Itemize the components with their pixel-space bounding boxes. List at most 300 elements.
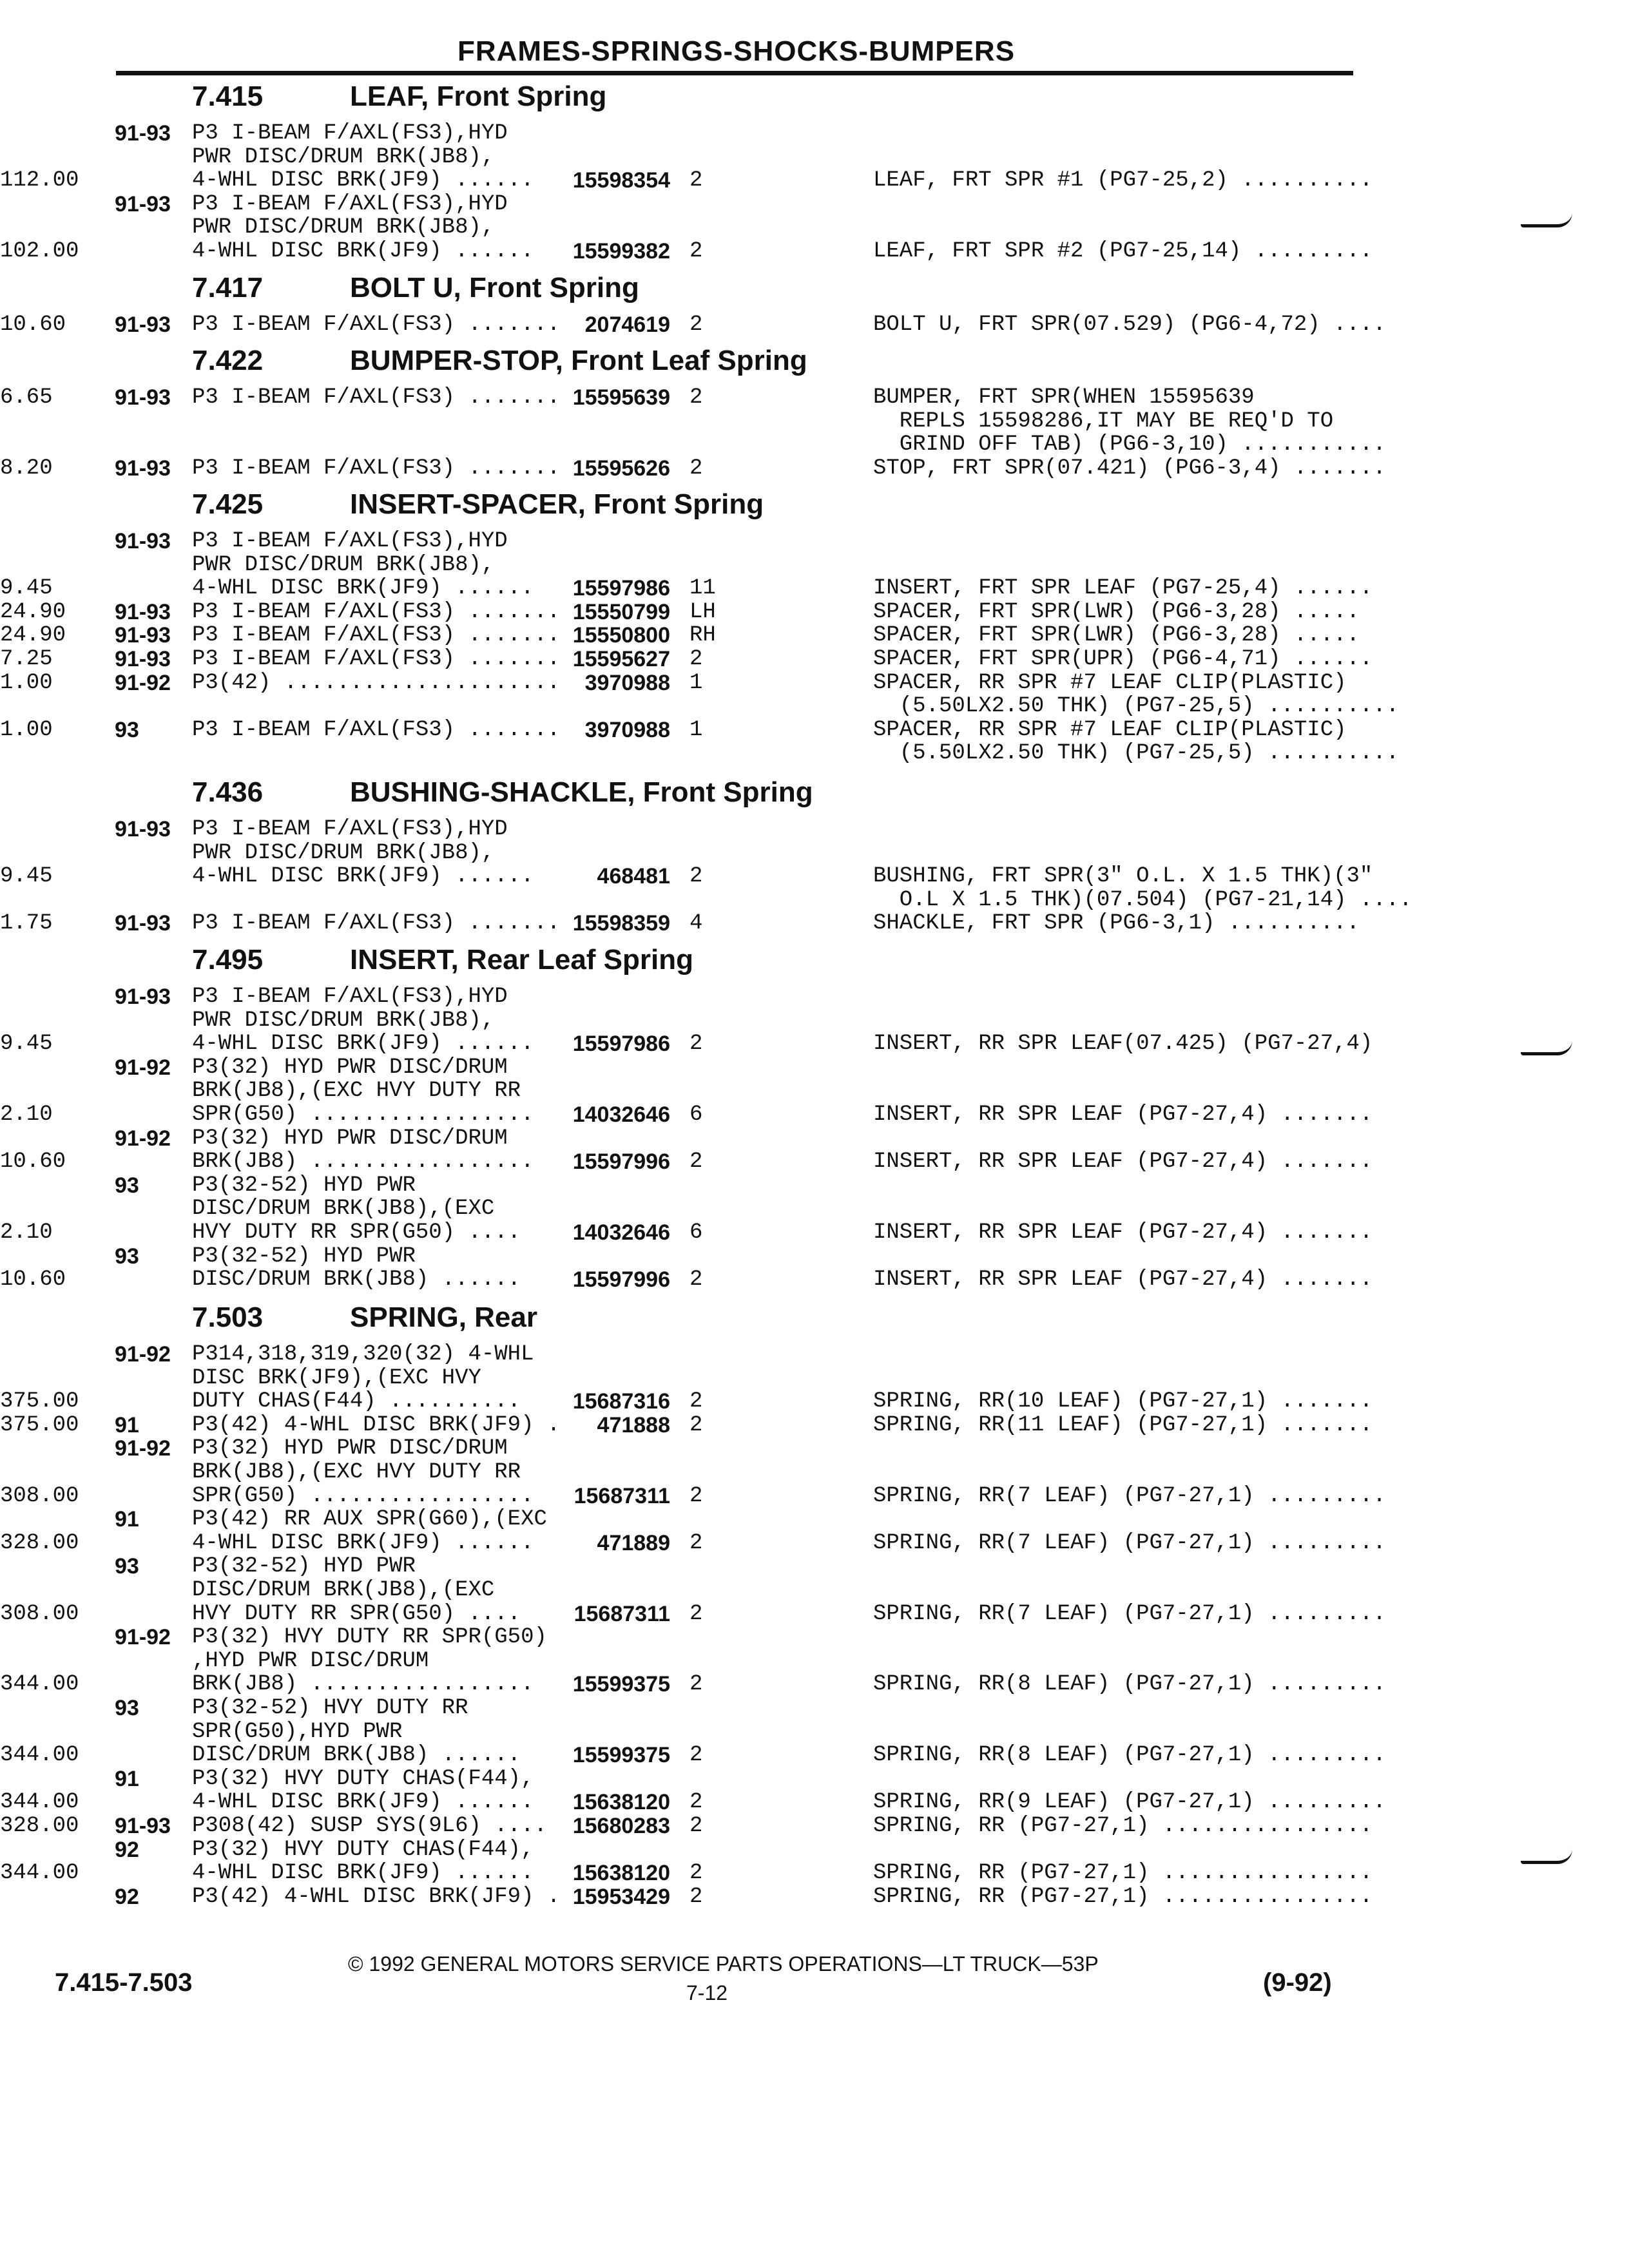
binder-mark bbox=[1521, 213, 1572, 227]
application-text: 4-WHL DISC BRK(JF9) ...... bbox=[192, 1861, 534, 1886]
part-number: 15598354 bbox=[572, 168, 670, 193]
parts-row bbox=[0, 1742, 1629, 1768]
price: 375.00 bbox=[0, 1412, 79, 1437]
parts-row bbox=[0, 887, 1629, 913]
price: 344.00 bbox=[0, 1790, 79, 1815]
price: 1.00 bbox=[0, 670, 53, 695]
description: SPACER, RR SPR #7 LEAF CLIP(PLASTIC) bbox=[873, 670, 1347, 695]
parts-row bbox=[0, 1624, 1629, 1650]
application-text: P3 I-BEAM F/AXL(FS3) ....... bbox=[192, 456, 561, 481]
application-text: HVY DUTY RR SPR(G50) .... bbox=[192, 1220, 521, 1245]
application-text: DISC/DRUM BRK(JB8),(EXC bbox=[192, 1196, 495, 1222]
price: 24.90 bbox=[0, 623, 66, 648]
description: SPRING, RR(8 LEAF) (PG7-27,1) ......... bbox=[873, 1672, 1386, 1697]
price: 344.00 bbox=[0, 1672, 79, 1697]
parts-row bbox=[0, 840, 1629, 866]
quantity: 6 bbox=[689, 1102, 703, 1127]
description: INSERT, RR SPR LEAF(07.425) (PG7-27,4) bbox=[873, 1032, 1373, 1057]
description: SPACER, FRT SPR(UPR) (PG6-4,71) ...... bbox=[873, 647, 1373, 671]
price: 6.65 bbox=[0, 385, 53, 410]
description: SHACKLE, FRT SPR (PG6-3,1) .......... bbox=[873, 911, 1360, 936]
parts-row bbox=[0, 1766, 1629, 1792]
parts-row bbox=[0, 1365, 1629, 1391]
parts-row bbox=[0, 670, 1629, 696]
model-year: 91-93 bbox=[115, 121, 171, 146]
application-text: 4-WHL DISC BRK(JF9) ...... bbox=[192, 1790, 534, 1815]
model-year: 91-93 bbox=[115, 817, 171, 841]
model-year: 91-93 bbox=[115, 385, 171, 410]
model-year: 91-93 bbox=[115, 599, 171, 624]
part-number: 15595627 bbox=[572, 647, 670, 671]
application-text: SPR(G50),HYD PWR bbox=[192, 1719, 403, 1744]
part-number: 15595639 bbox=[572, 385, 670, 410]
application-text: P3 I-BEAM F/AXL(FS3),HYD bbox=[192, 817, 508, 841]
description: LEAF, FRT SPR #2 (PG7-25,14) ......... bbox=[873, 239, 1373, 264]
parts-row bbox=[0, 575, 1629, 601]
parts-row bbox=[0, 1244, 1629, 1269]
footer-page-number: 7-12 bbox=[686, 1981, 728, 2004]
application-text: DISC/DRUM BRK(JB8) ...... bbox=[192, 1743, 521, 1768]
parts-row bbox=[0, 599, 1629, 625]
parts-row bbox=[0, 1220, 1629, 1245]
application-text: P3 I-BEAM F/AXL(FS3) ....... bbox=[192, 312, 561, 337]
application-text: PWR DISC/DRUM BRK(JB8), bbox=[192, 1008, 495, 1033]
parts-row bbox=[0, 168, 1629, 193]
quantity: 2 bbox=[689, 1814, 703, 1838]
description: SPRING, RR(9 LEAF) (PG7-27,1) ......... bbox=[873, 1790, 1386, 1815]
price: 344.00 bbox=[0, 1861, 79, 1886]
part-number: 14032646 bbox=[572, 1220, 670, 1245]
application-text: P3(42) 4-WHL DISC BRK(JF9) . bbox=[192, 1884, 561, 1909]
description: SPACER, FRT SPR(LWR) (PG6-3,28) ..... bbox=[873, 599, 1360, 624]
model-year: 91-92 bbox=[115, 1436, 171, 1461]
description: SPRING, RR (PG7-27,1) ................ bbox=[873, 1861, 1373, 1886]
model-year: 91-93 bbox=[115, 623, 171, 648]
application-text: SPR(G50) ................. bbox=[192, 1483, 534, 1508]
price: 2.10 bbox=[0, 1102, 53, 1127]
model-year: 93 bbox=[115, 717, 139, 742]
parts-row bbox=[0, 1459, 1629, 1485]
section-heading bbox=[192, 1302, 537, 1334]
price: 328.00 bbox=[0, 1814, 79, 1838]
quantity: 1 bbox=[689, 717, 703, 742]
application-text: P3(42) RR AUX SPR(G60),(EXC bbox=[192, 1507, 547, 1532]
quantity: 2 bbox=[689, 1672, 703, 1697]
description: SPRING, RR (PG7-27,1) ................ bbox=[873, 1814, 1373, 1838]
part-number: 15595626 bbox=[572, 456, 670, 481]
quantity: 2 bbox=[689, 312, 703, 337]
parts-row bbox=[0, 1577, 1629, 1603]
application-text: BRK(JB8),(EXC HVY DUTY RR bbox=[192, 1079, 521, 1104]
parts-row bbox=[0, 456, 1629, 481]
model-year: 91-93 bbox=[115, 647, 171, 671]
part-number: 15599375 bbox=[572, 1743, 670, 1768]
parts-row bbox=[0, 910, 1629, 936]
application-text: P308(42) SUSP SYS(9L6) .... bbox=[192, 1814, 547, 1838]
part-number: 468481 bbox=[597, 864, 670, 889]
model-year: 91-93 bbox=[115, 985, 171, 1009]
section-title: LEAF, Front Spring bbox=[350, 81, 607, 112]
section-number: 7.417 bbox=[192, 272, 264, 303]
parts-row bbox=[0, 1813, 1629, 1839]
application-text: PWR DISC/DRUM BRK(JB8), bbox=[192, 552, 495, 577]
model-year: 91 bbox=[115, 1412, 139, 1437]
description: (5.50LX2.50 THK) (PG7-25,5) .......... bbox=[873, 741, 1400, 766]
parts-row bbox=[0, 1884, 1629, 1910]
application-text: P3(32) HVY DUTY CHAS(F44), bbox=[192, 1766, 534, 1791]
quantity: 2 bbox=[689, 864, 703, 889]
price: 7.25 bbox=[0, 647, 53, 671]
parts-row bbox=[0, 552, 1629, 578]
parts-row bbox=[0, 215, 1629, 240]
parts-row bbox=[0, 144, 1629, 170]
parts-row bbox=[0, 385, 1629, 410]
quantity: 2 bbox=[689, 1884, 703, 1909]
parts-row bbox=[0, 816, 1629, 842]
quantity: 4 bbox=[689, 911, 703, 936]
quantity: 2 bbox=[689, 1149, 703, 1175]
part-number: 3970988 bbox=[584, 717, 670, 742]
parts-row bbox=[0, 1267, 1629, 1293]
parts-row bbox=[0, 408, 1629, 434]
binder-mark bbox=[1521, 1041, 1572, 1055]
part-number: 15599382 bbox=[572, 239, 670, 264]
part-number: 15597996 bbox=[572, 1149, 670, 1175]
part-number: 15550799 bbox=[572, 599, 670, 624]
parts-row bbox=[0, 1436, 1629, 1461]
application-text: 4-WHL DISC BRK(JF9) ...... bbox=[192, 576, 534, 601]
price: 112.00 bbox=[0, 168, 79, 193]
parts-row bbox=[0, 1695, 1629, 1721]
parts-row bbox=[0, 1648, 1629, 1674]
model-year: 91-93 bbox=[115, 456, 171, 481]
application-text: ,HYD PWR DISC/DRUM bbox=[192, 1648, 429, 1673]
description: SPRING, RR(11 LEAF) (PG7-27,1) ....... bbox=[873, 1412, 1373, 1437]
application-text: P3(32) HYD PWR DISC/DRUM bbox=[192, 1126, 508, 1151]
application-text: P3 I-BEAM F/AXL(FS3),HYD bbox=[192, 121, 508, 146]
quantity: 2 bbox=[689, 1412, 703, 1437]
parts-row bbox=[0, 432, 1629, 457]
application-text: SPR(G50) ................. bbox=[192, 1102, 534, 1127]
section-heading bbox=[192, 776, 813, 809]
parts-row bbox=[0, 1055, 1629, 1081]
parts-row bbox=[0, 740, 1629, 766]
parts-row bbox=[0, 1412, 1629, 1438]
parts-row bbox=[0, 1341, 1629, 1367]
section-title: INSERT, Rear Leaf Spring bbox=[350, 944, 694, 975]
application-text: P3(32) HYD PWR DISC/DRUM bbox=[192, 1436, 508, 1461]
description: SPRING, RR (PG7-27,1) ................ bbox=[873, 1884, 1373, 1909]
part-number: 471888 bbox=[597, 1412, 670, 1437]
section-number: 7.503 bbox=[192, 1302, 264, 1333]
parts-row bbox=[0, 1102, 1629, 1128]
description: O.L X 1.5 THK)(07.504) (PG7-21,14) .... bbox=[873, 887, 1412, 912]
application-text: P314,318,319,320(32) 4-WHL bbox=[192, 1342, 534, 1367]
description: BUMPER, FRT SPR(WHEN 15595639 bbox=[873, 385, 1255, 410]
model-year: 93 bbox=[115, 1696, 139, 1720]
section-number: 7.436 bbox=[192, 776, 264, 808]
model-year: 91-93 bbox=[115, 529, 171, 553]
part-number: 15597986 bbox=[572, 1032, 670, 1057]
part-number: 15597996 bbox=[572, 1267, 670, 1293]
application-text: P3(32-52) HYD PWR bbox=[192, 1554, 416, 1579]
application-text: P3(32) HVY DUTY CHAS(F44), bbox=[192, 1837, 534, 1862]
quantity: LH bbox=[689, 599, 716, 624]
model-year: 93 bbox=[115, 1244, 139, 1269]
application-text: P3 I-BEAM F/AXL(FS3) ....... bbox=[192, 385, 561, 410]
description: GRIND OFF TAB) (PG6-3,10) ........... bbox=[873, 432, 1386, 457]
part-number: 15598359 bbox=[572, 911, 670, 936]
binder-mark bbox=[1521, 1849, 1572, 1864]
quantity: 2 bbox=[689, 1483, 703, 1508]
footer-date: (9-92) bbox=[1263, 1968, 1332, 1997]
model-year: 91-92 bbox=[115, 670, 171, 695]
application-text: PWR DISC/DRUM BRK(JB8), bbox=[192, 215, 495, 240]
model-year: 91-92 bbox=[115, 1625, 171, 1650]
quantity: 2 bbox=[689, 456, 703, 481]
parts-row bbox=[0, 1008, 1629, 1033]
model-year: 91 bbox=[115, 1766, 139, 1791]
quantity: 2 bbox=[689, 1601, 703, 1626]
parts-row bbox=[0, 1601, 1629, 1627]
part-number: 15638120 bbox=[572, 1790, 670, 1815]
description: (5.50LX2.50 THK) (PG7-25,5) .......... bbox=[873, 694, 1400, 719]
parts-row bbox=[0, 312, 1629, 338]
description: BOLT U, FRT SPR(07.529) (PG6-4,72) .... bbox=[873, 312, 1386, 337]
parts-row bbox=[0, 1530, 1629, 1556]
application-text: P3(32) HVY DUTY RR SPR(G50) bbox=[192, 1625, 547, 1650]
price: 10.60 bbox=[0, 1149, 66, 1175]
section-title: BOLT U, Front Spring bbox=[350, 272, 639, 303]
application-text: DISC BRK(JF9),(EXC HVY bbox=[192, 1365, 481, 1390]
parts-row bbox=[0, 717, 1629, 743]
application-text: P3 I-BEAM F/AXL(FS3) ....... bbox=[192, 911, 561, 936]
application-text: PWR DISC/DRUM BRK(JB8), bbox=[192, 840, 495, 865]
price: 8.20 bbox=[0, 456, 53, 481]
quantity: 2 bbox=[689, 1267, 703, 1293]
quantity: 2 bbox=[689, 1530, 703, 1555]
section-number: 7.415 bbox=[192, 81, 264, 112]
quantity: 2 bbox=[689, 1743, 703, 1768]
price: 9.45 bbox=[0, 576, 53, 601]
part-number: 2074619 bbox=[584, 312, 670, 337]
parts-row bbox=[0, 1078, 1629, 1104]
parts-row bbox=[0, 1789, 1629, 1815]
model-year: 91-92 bbox=[115, 1126, 171, 1151]
description: SPRING, RR(7 LEAF) (PG7-27,1) ......... bbox=[873, 1483, 1386, 1508]
description: BUSHING, FRT SPR(3" O.L. X 1.5 THK)(3" bbox=[873, 864, 1373, 889]
model-year: 93 bbox=[115, 1173, 139, 1198]
price: 10.60 bbox=[0, 1267, 66, 1293]
parts-row bbox=[0, 863, 1629, 889]
part-number: 15599375 bbox=[572, 1672, 670, 1697]
description: STOP, FRT SPR(07.421) (PG6-3,4) ....... bbox=[873, 456, 1386, 481]
parts-row bbox=[0, 1483, 1629, 1509]
parts-row bbox=[0, 1671, 1629, 1697]
price: 2.10 bbox=[0, 1220, 53, 1245]
price: 308.00 bbox=[0, 1483, 79, 1508]
model-year: 91-93 bbox=[115, 312, 171, 337]
application-text: P3(42) 4-WHL DISC BRK(JF9) . bbox=[192, 1412, 561, 1437]
model-year: 91-93 bbox=[115, 1814, 171, 1838]
price: 344.00 bbox=[0, 1743, 79, 1768]
description: INSERT, RR SPR LEAF (PG7-27,4) ....... bbox=[873, 1267, 1373, 1293]
description: SPRING, RR(10 LEAF) (PG7-27,1) ....... bbox=[873, 1389, 1373, 1414]
section-title: BUMPER-STOP, Front Leaf Spring bbox=[350, 345, 807, 376]
description: SPRING, RR(7 LEAF) (PG7-27,1) ......... bbox=[873, 1601, 1386, 1626]
price: 1.75 bbox=[0, 911, 53, 936]
section-number: 7.495 bbox=[192, 944, 264, 975]
price: 102.00 bbox=[0, 239, 79, 264]
description: INSERT, FRT SPR LEAF (PG7-25,4) ...... bbox=[873, 576, 1373, 601]
quantity: 1 bbox=[689, 670, 703, 695]
description: LEAF, FRT SPR #1 (PG7-25,2) .......... bbox=[873, 168, 1373, 193]
section-heading bbox=[192, 345, 807, 377]
section-heading bbox=[192, 272, 639, 304]
part-number: 15953429 bbox=[572, 1884, 670, 1909]
part-number: 15638120 bbox=[572, 1861, 670, 1886]
parts-row bbox=[0, 191, 1629, 217]
parts-row bbox=[0, 1837, 1629, 1863]
parts-row bbox=[0, 528, 1629, 554]
quantity: 2 bbox=[689, 647, 703, 671]
parts-row bbox=[0, 1126, 1629, 1151]
part-number: 15687311 bbox=[574, 1483, 670, 1508]
application-text: P3 I-BEAM F/AXL(FS3),HYD bbox=[192, 985, 508, 1009]
model-year: 91 bbox=[115, 1507, 139, 1532]
quantity: 2 bbox=[689, 239, 703, 264]
parts-row bbox=[0, 1031, 1629, 1057]
description: REPLS 15598286,IT MAY BE REQ'D TO bbox=[873, 408, 1334, 434]
quantity: 6 bbox=[689, 1220, 703, 1245]
parts-row bbox=[0, 646, 1629, 672]
parts-row bbox=[0, 1553, 1629, 1579]
part-number: 15550800 bbox=[572, 623, 670, 648]
quantity: 2 bbox=[689, 1861, 703, 1886]
application-text: P3(32-52) HYD PWR bbox=[192, 1244, 416, 1269]
section-heading bbox=[192, 488, 764, 521]
price: 308.00 bbox=[0, 1601, 79, 1626]
part-number: 471889 bbox=[597, 1530, 670, 1555]
parts-row bbox=[0, 984, 1629, 1010]
model-year: 93 bbox=[115, 1554, 139, 1579]
description: SPACER, RR SPR #7 LEAF CLIP(PLASTIC) bbox=[873, 717, 1347, 742]
application-text: 4-WHL DISC BRK(JF9) ...... bbox=[192, 168, 534, 193]
application-text: P3 I-BEAM F/AXL(FS3) ....... bbox=[192, 647, 561, 671]
application-text: P3 I-BEAM F/AXL(FS3) ....... bbox=[192, 599, 561, 624]
parts-row bbox=[0, 1860, 1629, 1886]
model-year: 91-92 bbox=[115, 1342, 171, 1367]
part-number: 14032646 bbox=[572, 1102, 670, 1127]
price: 1.00 bbox=[0, 717, 53, 742]
price: 9.45 bbox=[0, 864, 53, 889]
section-title: INSERT-SPACER, Front Spring bbox=[350, 488, 764, 520]
quantity: 2 bbox=[689, 168, 703, 193]
parts-row bbox=[0, 238, 1629, 264]
quantity: 2 bbox=[689, 1032, 703, 1057]
part-number: 3970988 bbox=[584, 670, 670, 695]
description: INSERT, RR SPR LEAF (PG7-27,4) ....... bbox=[873, 1102, 1373, 1127]
model-year: 91-92 bbox=[115, 1055, 171, 1080]
application-text: BRK(JB8),(EXC HVY DUTY RR bbox=[192, 1460, 521, 1485]
application-text: 4-WHL DISC BRK(JF9) ...... bbox=[192, 239, 534, 264]
part-number: 15687311 bbox=[574, 1601, 670, 1626]
parts-row bbox=[0, 1196, 1629, 1222]
parts-row bbox=[0, 622, 1629, 648]
part-number: 15687316 bbox=[572, 1389, 670, 1414]
parts-row bbox=[0, 120, 1629, 146]
application-text: P3(32) HYD PWR DISC/DRUM bbox=[192, 1055, 508, 1080]
description: SPACER, FRT SPR(LWR) (PG6-3,28) ..... bbox=[873, 623, 1360, 648]
footer-range: 7.415-7.503 bbox=[55, 1968, 193, 1997]
section-heading bbox=[192, 944, 693, 976]
model-year: 92 bbox=[115, 1837, 139, 1862]
application-text: DUTY CHAS(F44) .......... bbox=[192, 1389, 521, 1414]
application-text: BRK(JB8) ................. bbox=[192, 1672, 534, 1697]
parts-row bbox=[0, 1506, 1629, 1532]
price: 9.45 bbox=[0, 1032, 53, 1057]
quantity: 2 bbox=[689, 1790, 703, 1815]
quantity: 11 bbox=[689, 576, 716, 601]
application-text: PWR DISC/DRUM BRK(JB8), bbox=[192, 144, 495, 169]
section-title: SPRING, Rear bbox=[350, 1302, 537, 1333]
application-text: 4-WHL DISC BRK(JF9) ...... bbox=[192, 864, 534, 889]
footer-copyright: © 1992 GENERAL MOTORS SERVICE PARTS OPERATIONS—LT TRUCK—53P bbox=[348, 1952, 1099, 1975]
part-number: 15680283 bbox=[572, 1814, 670, 1838]
application-text: DISC/DRUM BRK(JB8),(EXC bbox=[192, 1578, 495, 1602]
application-text: P3 I-BEAM F/AXL(FS3) ....... bbox=[192, 717, 561, 742]
application-text: P3(32-52) HVY DUTY RR bbox=[192, 1696, 468, 1720]
parts-row bbox=[0, 1173, 1629, 1198]
parts-row bbox=[0, 1719, 1629, 1745]
parts-row bbox=[0, 693, 1629, 719]
description: INSERT, RR SPR LEAF (PG7-27,4) ....... bbox=[873, 1149, 1373, 1175]
quantity: 2 bbox=[689, 1389, 703, 1414]
application-text: HVY DUTY RR SPR(G50) .... bbox=[192, 1601, 521, 1626]
section-number: 7.422 bbox=[192, 345, 264, 376]
application-text: P3(42) ..................... bbox=[192, 670, 561, 695]
application-text: P3 I-BEAM F/AXL(FS3),HYD bbox=[192, 529, 508, 553]
model-year: 91-93 bbox=[115, 911, 171, 936]
parts-row bbox=[0, 1389, 1629, 1414]
quantity: RH bbox=[689, 623, 716, 648]
application-text: P3 I-BEAM F/AXL(FS3),HYD bbox=[192, 191, 508, 216]
description: INSERT, RR SPR LEAF (PG7-27,4) ....... bbox=[873, 1220, 1373, 1245]
model-year: 92 bbox=[115, 1884, 139, 1909]
application-text: P3 I-BEAM F/AXL(FS3) ....... bbox=[192, 623, 561, 648]
page-title: FRAMES-SPRINGS-SHOCKS-BUMPERS bbox=[458, 35, 1016, 67]
application-text: 4-WHL DISC BRK(JF9) ...... bbox=[192, 1032, 534, 1057]
section-title: BUSHING-SHACKLE, Front Spring bbox=[350, 776, 813, 808]
quantity: 2 bbox=[689, 385, 703, 410]
application-text: BRK(JB8) ................. bbox=[192, 1149, 534, 1175]
application-text: 4-WHL DISC BRK(JF9) ...... bbox=[192, 1530, 534, 1555]
price: 10.60 bbox=[0, 312, 66, 337]
part-number: 15597986 bbox=[572, 576, 670, 601]
description: SPRING, RR(7 LEAF) (PG7-27,1) ......... bbox=[873, 1530, 1386, 1555]
price: 375.00 bbox=[0, 1389, 79, 1414]
header-rule bbox=[116, 71, 1353, 75]
price: 328.00 bbox=[0, 1530, 79, 1555]
price: 24.90 bbox=[0, 599, 66, 624]
application-text: DISC/DRUM BRK(JB8) ...... bbox=[192, 1267, 521, 1293]
section-heading bbox=[192, 81, 606, 113]
model-year: 91-93 bbox=[115, 191, 171, 216]
description: SPRING, RR(8 LEAF) (PG7-27,1) ......... bbox=[873, 1743, 1386, 1768]
application-text: P3(32-52) HYD PWR bbox=[192, 1173, 416, 1198]
parts-row bbox=[0, 1149, 1629, 1175]
section-number: 7.425 bbox=[192, 488, 264, 520]
